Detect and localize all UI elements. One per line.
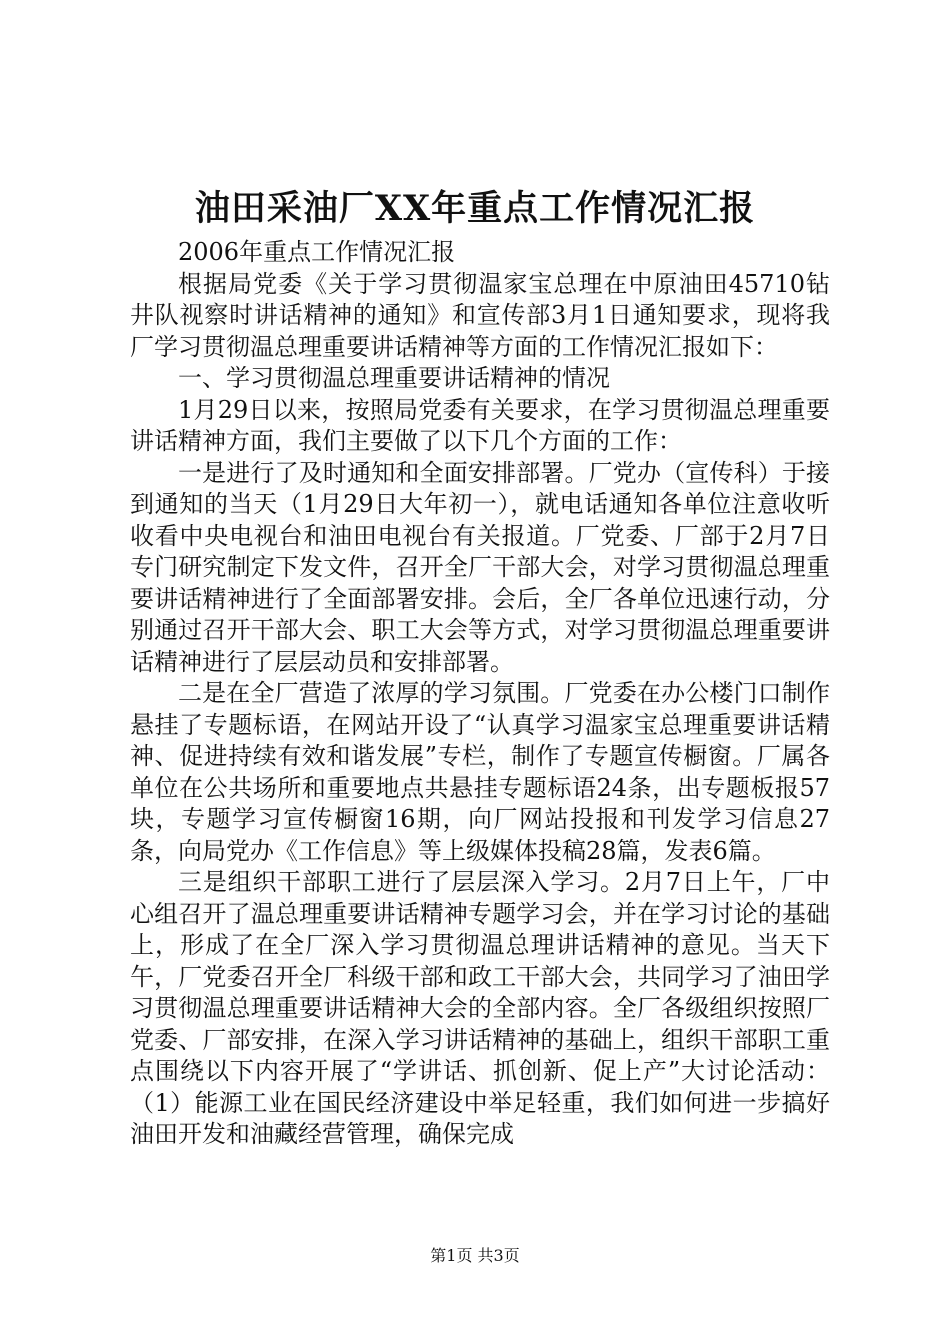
page-number-footer: 第1页 共3页 <box>430 1246 520 1265</box>
body-paragraph: 一是进行了及时通知和全面安排部署。厂党办（宣传科）于接到通知的当天（1月29日大年初一），就电话通知各单位注意收听收看中央电视台和油田电视台有关报道。厂党委、厂部于2月7日专门研究制定下发文件，召开全厂干部大会，对学习贯彻温总理重要讲话精神进行了全面部署安排。会后，全厂各单位迅速行动，分别通过召开干部大会、职工大会等方式，对学习贯彻温总理重要讲话精神进行了层层动员和安排部署。 <box>130 458 830 676</box>
body-paragraph: 二是在全厂营造了浓厚的学习氛围。厂党委在办公楼门口制作悬挂了专题标语，在网站开设了“认真学习温家宝总理重要讲话精神、促进持续有效和谐发展”专栏，制作了专题宣传橱窗。厂属各单位在公共场所和重要地点共悬挂专题标语24条，出专题板报57块，专题学习宣传橱窗16期，向厂网站投报和刊发学习信息27条，向局党办《工作信息》等上级媒体投稿28篇，发表6篇。 <box>130 679 830 865</box>
document-title: 油田采油厂XX年重点工作情况汇报 <box>194 188 756 229</box>
section-heading: 一、学习贯彻温总理重要讲话精神的情况 <box>178 364 610 392</box>
body-paragraph: 三是组织干部职工进行了层层深入学习。2月7日上午，厂中心组召开了温总理重要讲话精神专题学习会，并在学习讨论的基础上，形成了在全厂深入学习贯彻温总理讲话精神的意见。当天下午，厂党委召开全厂科级干部和政工干部大会，共同学习了油田学习贯彻温总理重要讲话精神大会的全部内容。全厂各级组织按照厂党委、厂部安排，在深入学习讲话精神的基础上，组织干部职工重点围绕以下内容开展了“学讲话、抓创新、促上产”大讨论活动：（1）能源工业在国民经济建设中举足轻重，我们如何进一步搞好油田开发和油藏经营管理，确保完成 <box>130 868 830 1148</box>
intro-paragraph: 根据局党委《关于学习贯彻温家宝总理在中原油田45710钻井队视察时讲话精神的通知》和宣传部3月1日通知要求，现将我厂学习贯彻温总理重要讲话精神等方面的工作情况汇报如下： <box>130 269 830 361</box>
body-paragraph: 1月29日以来，按照局党委有关要求，在学习贯彻温总理重要讲话精神方面，我们主要做了以下几个方面的工作： <box>130 395 830 455</box>
document-body <box>130 237 830 1151</box>
subtitle-paragraph: 2006年重点工作情况汇报 <box>178 238 456 266</box>
